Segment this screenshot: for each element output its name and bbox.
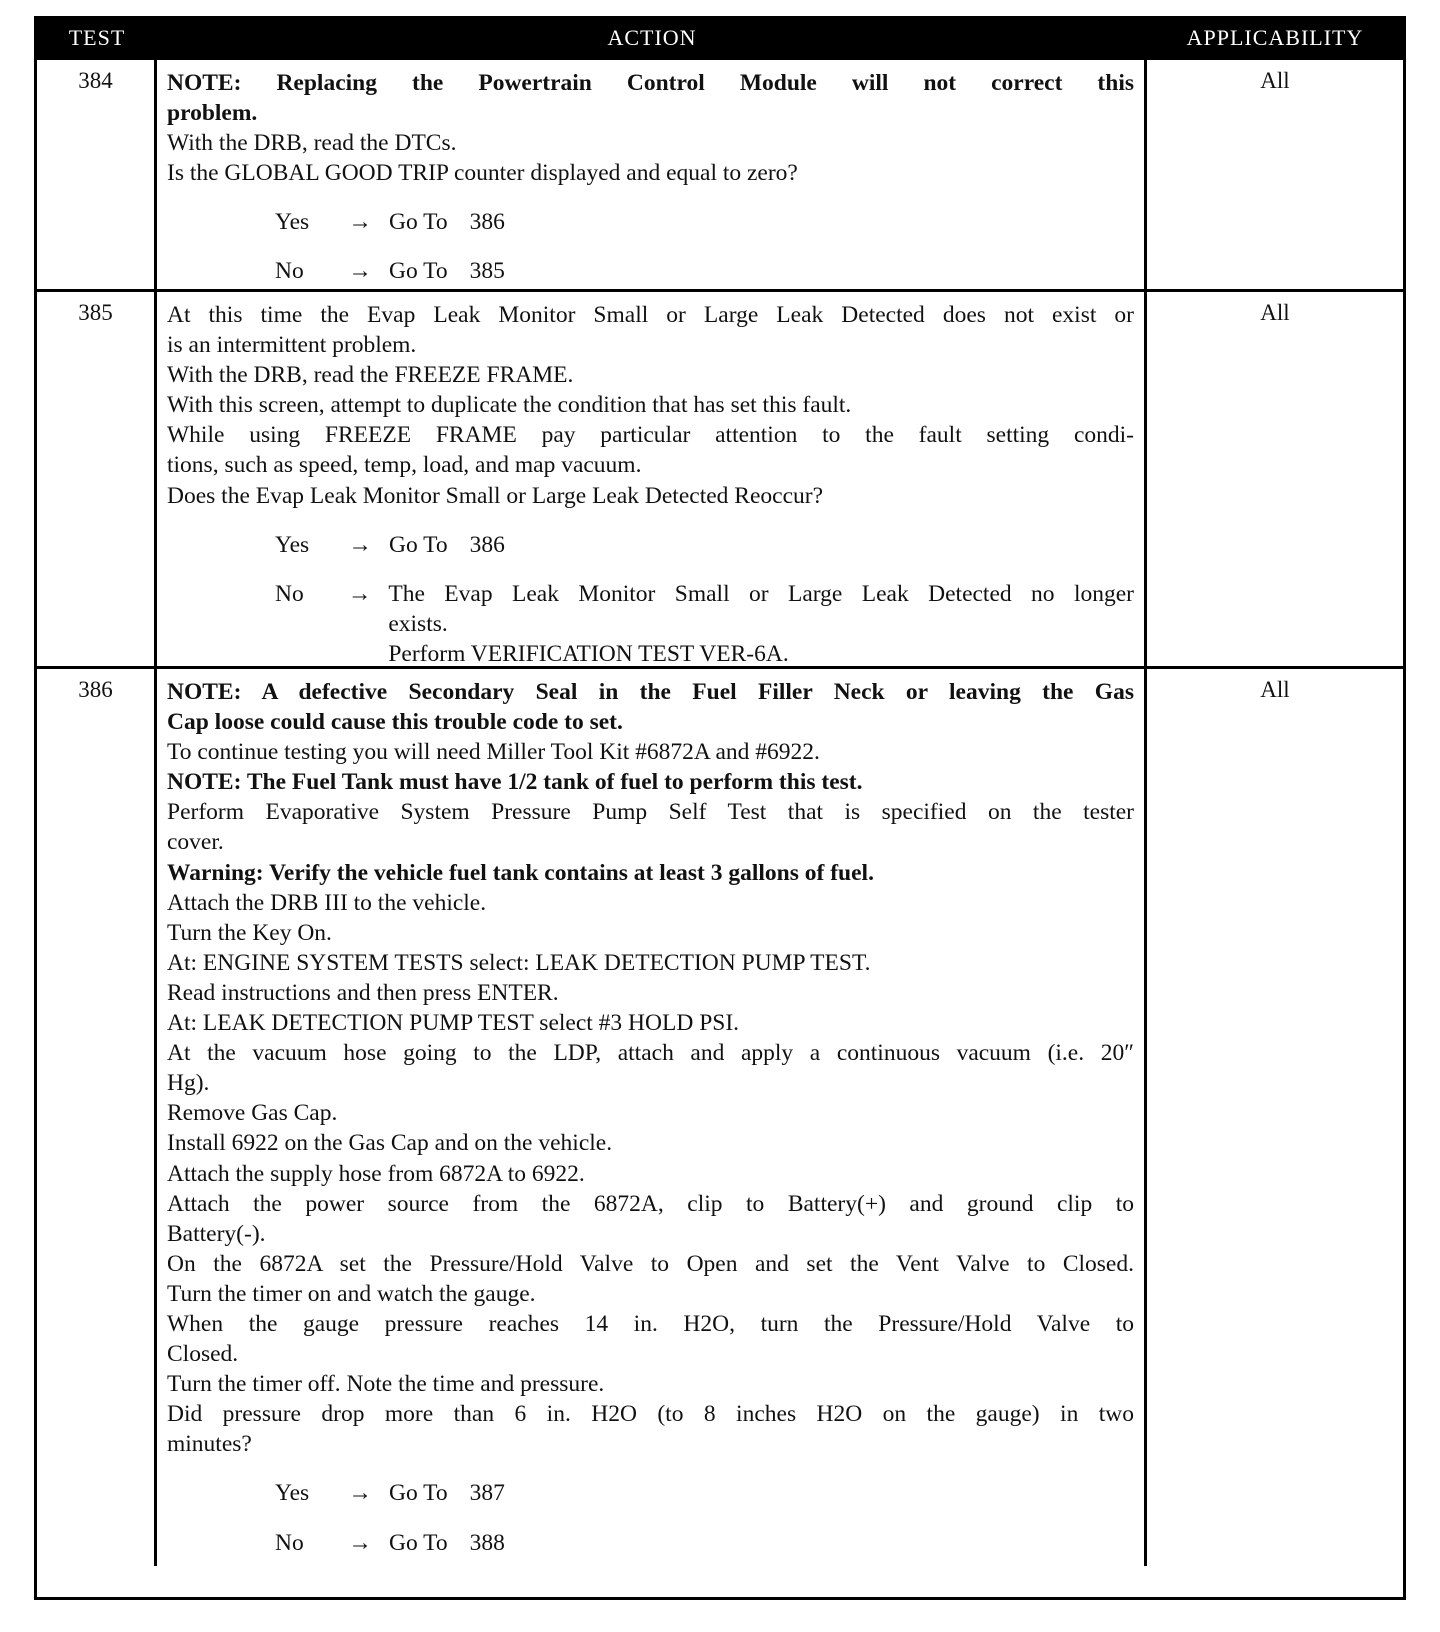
arrow-icon: → (348, 209, 372, 236)
action-line: With the DRB, read the FREEZE FRAME. (167, 362, 574, 389)
action-line: Attach the DRB III to the vehicle. (167, 889, 487, 916)
action-cell (157, 60, 1147, 289)
action-line: Battery(-). (167, 1220, 266, 1247)
option-label: No (275, 1529, 304, 1556)
action-line: cover. (167, 829, 224, 856)
diagnostic-test-table (34, 16, 1406, 1600)
test-number: 384 (37, 60, 157, 289)
goto-target: 387 (469, 1480, 505, 1507)
no-option (275, 256, 1134, 286)
goto-link[interactable]: Go To 388 (389, 1529, 505, 1556)
action-line: With the DRB, read the DTCs. (167, 130, 457, 157)
option-text-line: exists. (388, 610, 448, 637)
goto-target: 385 (469, 258, 505, 285)
no-option (275, 579, 1134, 669)
option-text-line: The Evap Leak Monitor Small or Large Leak Detected no longer (388, 580, 1134, 607)
question-line: Did pressure drop more than 6 in. H2O (to 8 inches H2O on the gauge) in two (167, 1401, 1134, 1428)
option-label: No (275, 580, 304, 607)
goto-link[interactable]: Go To 386 (389, 531, 505, 558)
goto-target: 386 (469, 209, 505, 236)
table-row-384 (37, 57, 1403, 289)
action-line: On the 6872A set the Pressure/Hold Valve to Open and set the Vent Valve to Closed. (167, 1250, 1134, 1277)
option-label: No (275, 258, 304, 285)
option-text (388, 579, 1134, 669)
option-label: Yes (275, 531, 310, 558)
header-test: TEST (68, 25, 126, 50)
table-header (37, 19, 1403, 57)
action-line: Turn the timer off. Note the time and pressure. (167, 1371, 605, 1398)
header-applicability: APPLICABILITY (1186, 25, 1364, 50)
test-number: 385 (37, 292, 157, 666)
yes-option (275, 530, 1134, 560)
action-line: Closed. (167, 1341, 239, 1368)
action-line: is an intermittent problem. (167, 332, 417, 359)
warning-line: Warning: Verify the vehicle fuel tank contains at least 3 gallons of fuel. (167, 859, 874, 886)
action-line: Attach the supply hose from 6872A to 6922. (167, 1160, 585, 1187)
action-cell (157, 669, 1147, 1566)
question-line: Does the Evap Leak Monitor Small or Large Leak Detected Reoccur? (167, 482, 824, 509)
action-line: At: LEAK DETECTION PUMP TEST select #3 HOLD PSI. (167, 1010, 740, 1037)
action-line: Turn the timer on and watch the gauge. (167, 1280, 536, 1307)
note-line: problem. (167, 100, 258, 127)
arrow-icon: → (348, 531, 372, 558)
goto-target: 386 (469, 531, 505, 558)
arrow-icon: → (348, 1480, 372, 1507)
action-line: Read instructions and then press ENTER. (167, 979, 559, 1006)
goto-link[interactable]: Go To 386 (389, 209, 505, 236)
option-label: Yes (275, 209, 310, 236)
option-text-line: Perform VERIFICATION TEST VER-6A. (388, 640, 789, 667)
no-option (275, 1528, 1134, 1558)
action-cell (157, 292, 1147, 666)
action-line: While using FREEZE FRAME pay particular attention to the fault setting condi- (167, 422, 1134, 449)
action-line: Remove Gas Cap. (167, 1100, 338, 1127)
yes-option (275, 207, 1134, 237)
note-line: NOTE: The Fuel Tank must have 1/2 tank of fuel to perform this test. (167, 769, 863, 796)
arrow-icon: → (348, 1529, 372, 1556)
note-line: NOTE: Replacing the Powertrain Control Module will not correct this (167, 70, 1134, 96)
goto-link[interactable]: Go To 385 (389, 258, 505, 285)
question-line: Is the GLOBAL GOOD TRIP counter displayed and equal to zero? (167, 160, 798, 187)
applicability-cell: All (1260, 677, 1290, 702)
action-line: At the vacuum hose going to the LDP, attach and apply a continuous vacuum (i.e. 20″ (167, 1040, 1134, 1067)
test-number: 386 (37, 669, 157, 1566)
option-label: Yes (275, 1480, 310, 1507)
action-line: Turn the Key On. (167, 919, 332, 946)
action-line: tions, such as speed, temp, load, and map vacuum. (167, 452, 642, 479)
action-line: At this time the Evap Leak Monitor Small or Large Leak Detected does not exist or (167, 302, 1134, 328)
yes-option (275, 1478, 1134, 1508)
table-row-386 (37, 666, 1403, 1566)
header-action: ACTION (607, 25, 697, 50)
action-line: Attach the power source from the 6872A, clip to Battery(+) and ground clip to (167, 1190, 1134, 1217)
action-line: Perform Evaporative System Pressure Pump Self Test that is specified on the tester (167, 799, 1134, 826)
arrow-icon: → (347, 580, 372, 607)
question-line: minutes? (167, 1431, 252, 1458)
applicability-cell: All (1260, 68, 1290, 93)
table-row-385 (37, 289, 1403, 666)
goto-link[interactable]: Go To 387 (389, 1480, 505, 1507)
action-line: With this screen, attempt to duplicate the condition that has set this fault. (167, 392, 852, 419)
action-line: To continue testing you will need Miller Tool Kit #6872A and #6922. (167, 739, 820, 766)
note-line: NOTE: A defective Secondary Seal in the Fuel Filler Neck or leaving the Gas (167, 679, 1134, 705)
action-line: When the gauge pressure reaches 14 in. H2O, turn the Pressure/Hold Valve to (167, 1310, 1134, 1337)
note-line: Cap loose could cause this trouble code to set. (167, 709, 623, 736)
action-line: Install 6922 on the Gas Cap and on the vehicle. (167, 1130, 613, 1157)
goto-target: 388 (469, 1529, 505, 1556)
applicability-cell: All (1260, 300, 1290, 325)
arrow-icon: → (348, 258, 372, 285)
action-line: Hg). (167, 1070, 210, 1097)
action-line: At: ENGINE SYSTEM TESTS select: LEAK DETECTION PUMP TEST. (167, 949, 871, 976)
